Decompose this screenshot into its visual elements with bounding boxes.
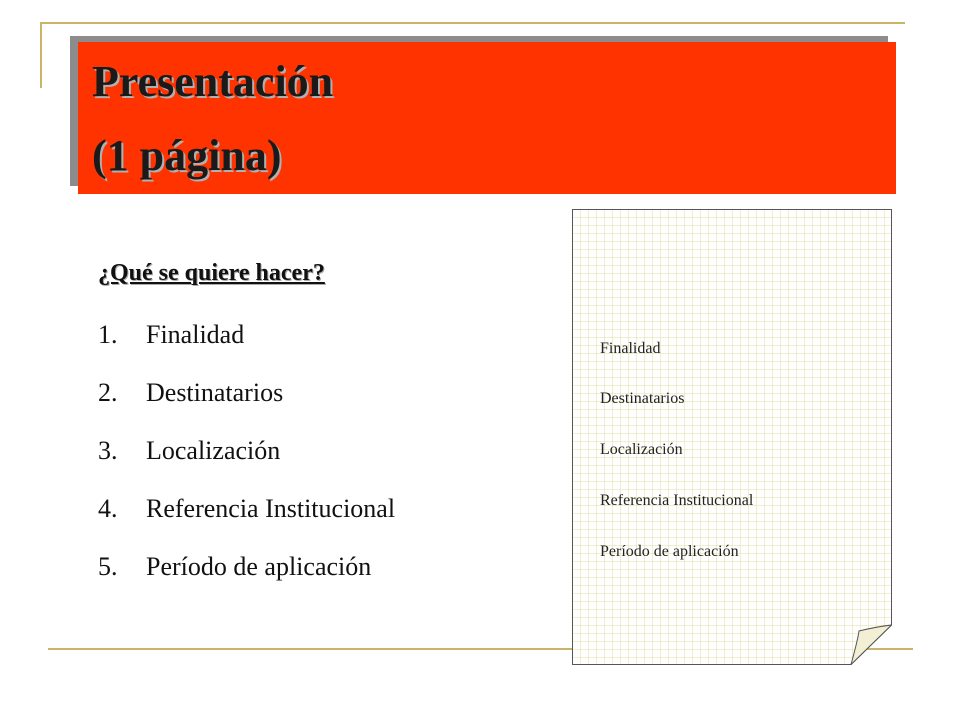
- slide-title-line-2: (1 página): [92, 131, 282, 180]
- list-item-text: Destinatarios: [146, 378, 284, 407]
- top-divider-line: [40, 22, 905, 24]
- document-line: Destinatarios: [600, 390, 685, 407]
- list-item-number: 2.: [98, 378, 118, 407]
- document-line: Finalidad: [600, 340, 661, 357]
- document-line: Localización: [600, 441, 683, 458]
- list-item-text: Localización: [146, 436, 281, 465]
- list-item-text: Período de aplicación: [146, 552, 372, 581]
- slide-title-line-1: Presentación: [92, 57, 334, 106]
- list-item-text: Finalidad: [146, 320, 245, 349]
- section-heading: ¿Qué se quiere hacer?: [98, 260, 325, 286]
- document-page-illustration: [572, 209, 892, 665]
- document-line: Período de aplicación: [600, 543, 739, 560]
- list-item-number: 5.: [98, 552, 118, 581]
- left-divider-line: [40, 22, 42, 88]
- list-item-text: Referencia Institucional: [146, 494, 396, 523]
- list-item-number: 3.: [98, 436, 118, 465]
- list-item-number: 1.: [98, 320, 118, 349]
- graph-paper-icon: [572, 209, 892, 665]
- list-item-number: 4.: [98, 494, 118, 523]
- document-line: Referencia Institucional: [600, 492, 754, 509]
